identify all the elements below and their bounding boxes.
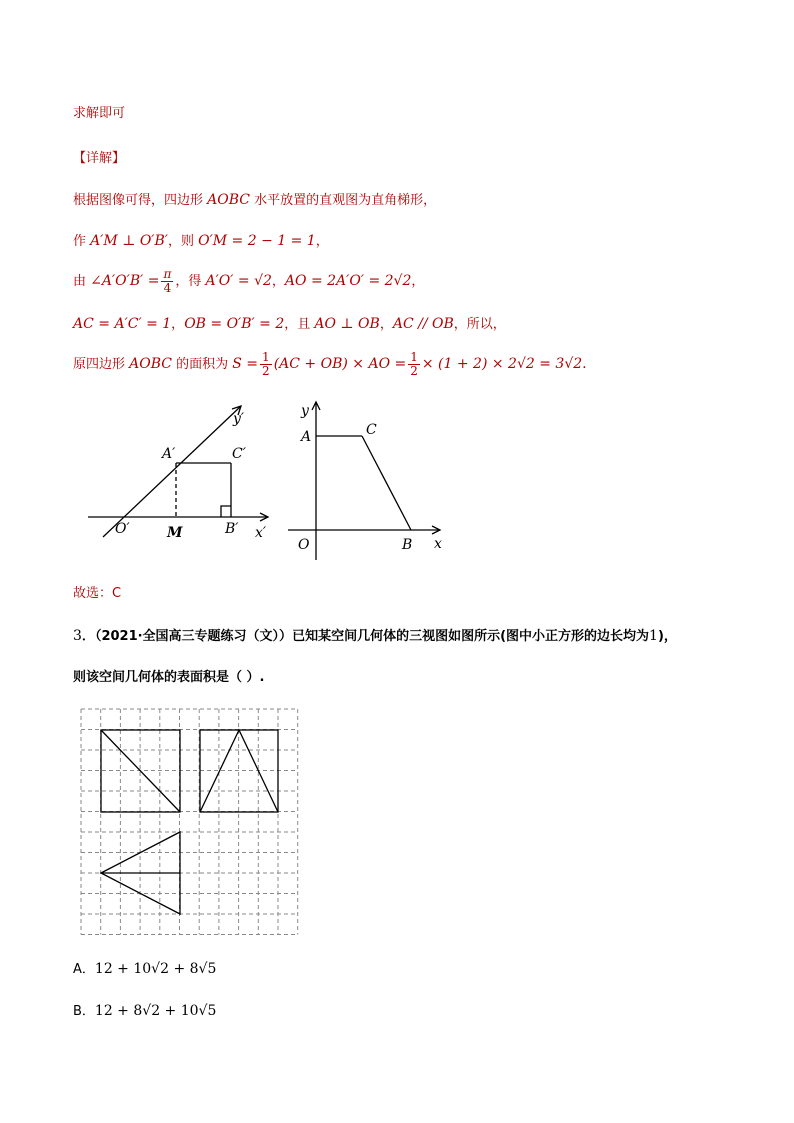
label-a-prime: A′	[162, 446, 176, 462]
math: AOBC	[129, 356, 172, 372]
option-value: 12 + 8√2 + 10√5	[94, 1003, 217, 1019]
question-text: 已知某空间几何体的三视图如图所示(图中小正方形的边长均为	[292, 629, 650, 644]
question-number: 3	[73, 628, 82, 644]
math: OB = O′B′ = 2	[184, 316, 285, 332]
label-m: M	[167, 525, 183, 541]
text: ，	[171, 317, 185, 332]
fraction-denominator: 2	[262, 363, 270, 378]
math: A′M ⊥ O′B′	[90, 233, 168, 249]
question-text-end: )，	[657, 629, 677, 644]
fraction-pi-over-4	[161, 268, 173, 295]
question-source: （2021·全国高三专题练习（文））	[94, 629, 293, 644]
text: ，	[411, 274, 425, 289]
label-b-prime: B′	[225, 521, 239, 537]
fraction-half	[260, 351, 272, 378]
solution-line-angle	[73, 266, 424, 297]
label-c-prime: C′	[232, 446, 246, 462]
math: AOBC	[207, 192, 250, 208]
three-view-grid-figure	[78, 706, 302, 940]
math: (AC + OB) × AO =	[273, 356, 407, 372]
fraction-denominator: 4	[161, 281, 173, 295]
math: AO = 2A′O′ = 2√2	[284, 273, 412, 289]
solution-line-area	[73, 349, 587, 380]
text: ，得	[175, 274, 206, 289]
option-label: A．	[73, 962, 95, 977]
label-c: C	[366, 422, 377, 438]
option-label: B．	[73, 1004, 95, 1019]
math: AC = A′C′ = 1	[73, 316, 172, 332]
text: ，则	[167, 234, 199, 249]
label-a: A	[301, 429, 312, 445]
math: O′M = 2 − 1 = 1	[198, 233, 316, 249]
fraction-denominator: 2	[410, 363, 418, 378]
question-unit: 1	[649, 628, 658, 644]
right-angle-mark	[221, 506, 231, 517]
label-y: y	[301, 403, 309, 419]
text: .	[582, 356, 587, 372]
detail-tag: 【详解】	[73, 151, 126, 166]
math: AC // OB	[392, 316, 454, 332]
text: ，	[315, 234, 329, 249]
text: ，且	[284, 317, 315, 332]
solution-line-perpendicular	[73, 231, 329, 252]
option-value: 12 + 10√2 + 8√5	[94, 961, 217, 977]
text: 根据图像可得，四边形	[73, 193, 208, 208]
text: ，所以，	[453, 317, 506, 332]
question-3-line-2: 则该空间几何体的表面积是（ ）.	[73, 670, 265, 685]
option-a[interactable]	[73, 958, 216, 977]
solution-intro: 求解即可	[73, 106, 126, 121]
fraction-half	[408, 351, 420, 378]
label-o: O	[298, 537, 310, 553]
math: AO ⊥ OB	[314, 316, 380, 332]
text: 作	[73, 234, 91, 249]
label-x: x	[434, 536, 442, 552]
math: S =	[232, 356, 259, 372]
label-o-prime: O′	[115, 521, 130, 537]
solution-line-quadrilateral	[73, 190, 436, 211]
solution-line-lengths	[73, 314, 506, 335]
text: ，	[379, 317, 393, 332]
label-b: B	[402, 537, 413, 553]
figure-oblique-projection	[80, 398, 450, 563]
option-b[interactable]	[73, 1000, 216, 1019]
label-x-prime: x′	[255, 525, 267, 541]
math: ∠A′O′B′ =	[90, 273, 160, 289]
question-dot: ．	[81, 629, 95, 644]
text: 的面积为	[172, 357, 233, 372]
text: 由	[73, 274, 91, 289]
segment-c-b-original	[362, 436, 411, 530]
answer-choice: 故选：C	[73, 586, 122, 601]
fraction-numerator: 1	[410, 349, 418, 364]
label-y-prime: y′	[233, 411, 245, 427]
text: 原四边形	[73, 357, 130, 372]
question-3-line-1	[73, 626, 677, 647]
text: 水平放置的直观图为直角梯形，	[250, 193, 437, 208]
fraction-numerator: π	[163, 266, 172, 281]
math: A′O′ = √2	[205, 273, 272, 289]
text: ，	[271, 274, 285, 289]
math: × (1 + 2) × 2√2 = 3√2	[421, 356, 583, 372]
fraction-numerator: 1	[262, 349, 270, 364]
